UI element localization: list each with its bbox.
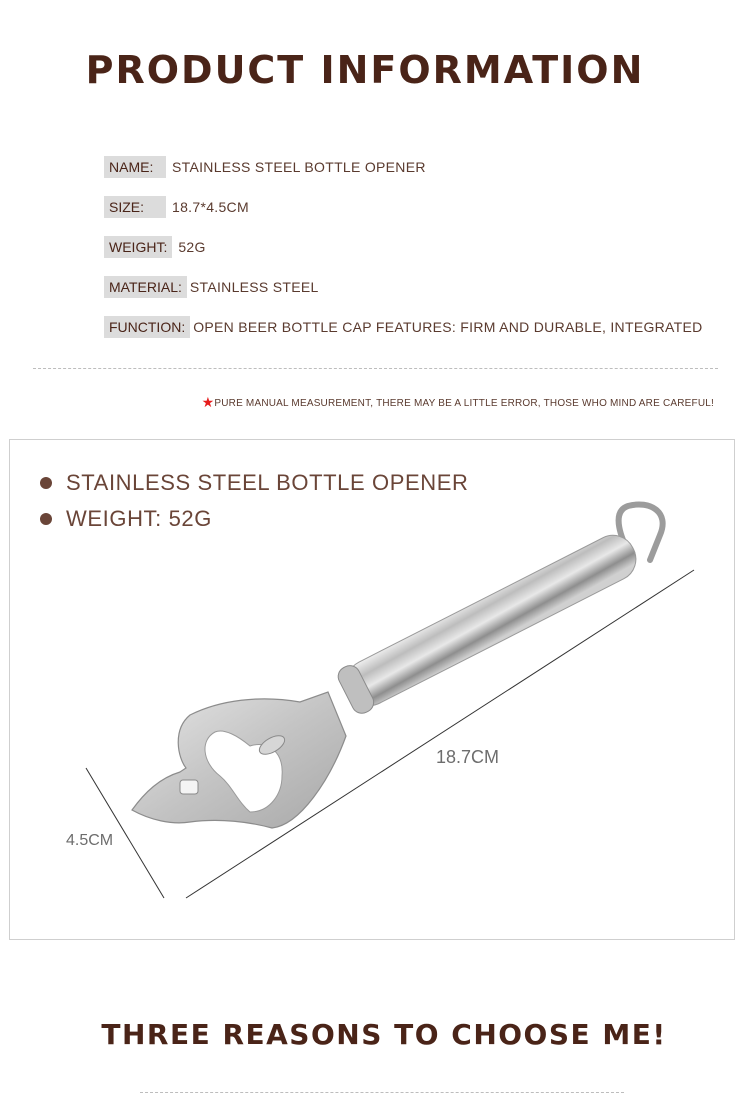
bullet-dot-icon (40, 477, 52, 489)
note-text: PURE MANUAL MEASUREMENT, THERE MAY BE A LITTLE ERROR, THOSE WHO MIND ARE CAREFUL! (214, 398, 714, 409)
bullet-dot-icon (40, 513, 52, 525)
feature-bullet (40, 506, 212, 532)
divider (140, 1092, 624, 1093)
spec-row-name (104, 156, 426, 178)
spec-value: STAINLESS STEEL BOTTLE OPENER (172, 159, 426, 175)
feature-text: STAINLESS STEEL BOTTLE OPENER (66, 470, 469, 495)
spec-label: MATERIAL: (104, 276, 187, 298)
star-icon: ★ (201, 394, 215, 410)
product-image-panel (9, 439, 735, 940)
spec-row-function (104, 316, 703, 338)
spec-row-weight (104, 236, 206, 258)
feature-text: WEIGHT: 52G (66, 506, 212, 531)
spec-value: 52G (178, 239, 206, 255)
spec-label: NAME: (104, 156, 166, 178)
divider (33, 368, 718, 369)
width-label: 4.5CM (66, 832, 114, 849)
spec-label: WEIGHT: (104, 236, 172, 258)
length-label: 18.7CM (436, 747, 500, 767)
handle (335, 526, 645, 717)
spec-value: STAINLESS STEEL (189, 279, 319, 295)
spec-label: SIZE: (104, 196, 166, 218)
measurement-note (202, 394, 714, 411)
spec-value: OPEN BEER BOTTLE CAP FEATURES: FIRM AND DURABLE, INTEGRATED (193, 319, 703, 335)
feature-bullet (40, 470, 469, 496)
spec-row-material (104, 276, 319, 298)
page-title: PRODUCT INFORMATION (85, 48, 645, 92)
spec-row-size (104, 196, 249, 218)
section-title: THREE REASONS TO CHOOSE ME! (101, 1018, 667, 1051)
spec-value: 18.7*4.5CM (172, 199, 249, 215)
spec-label: FUNCTION: (104, 316, 190, 338)
